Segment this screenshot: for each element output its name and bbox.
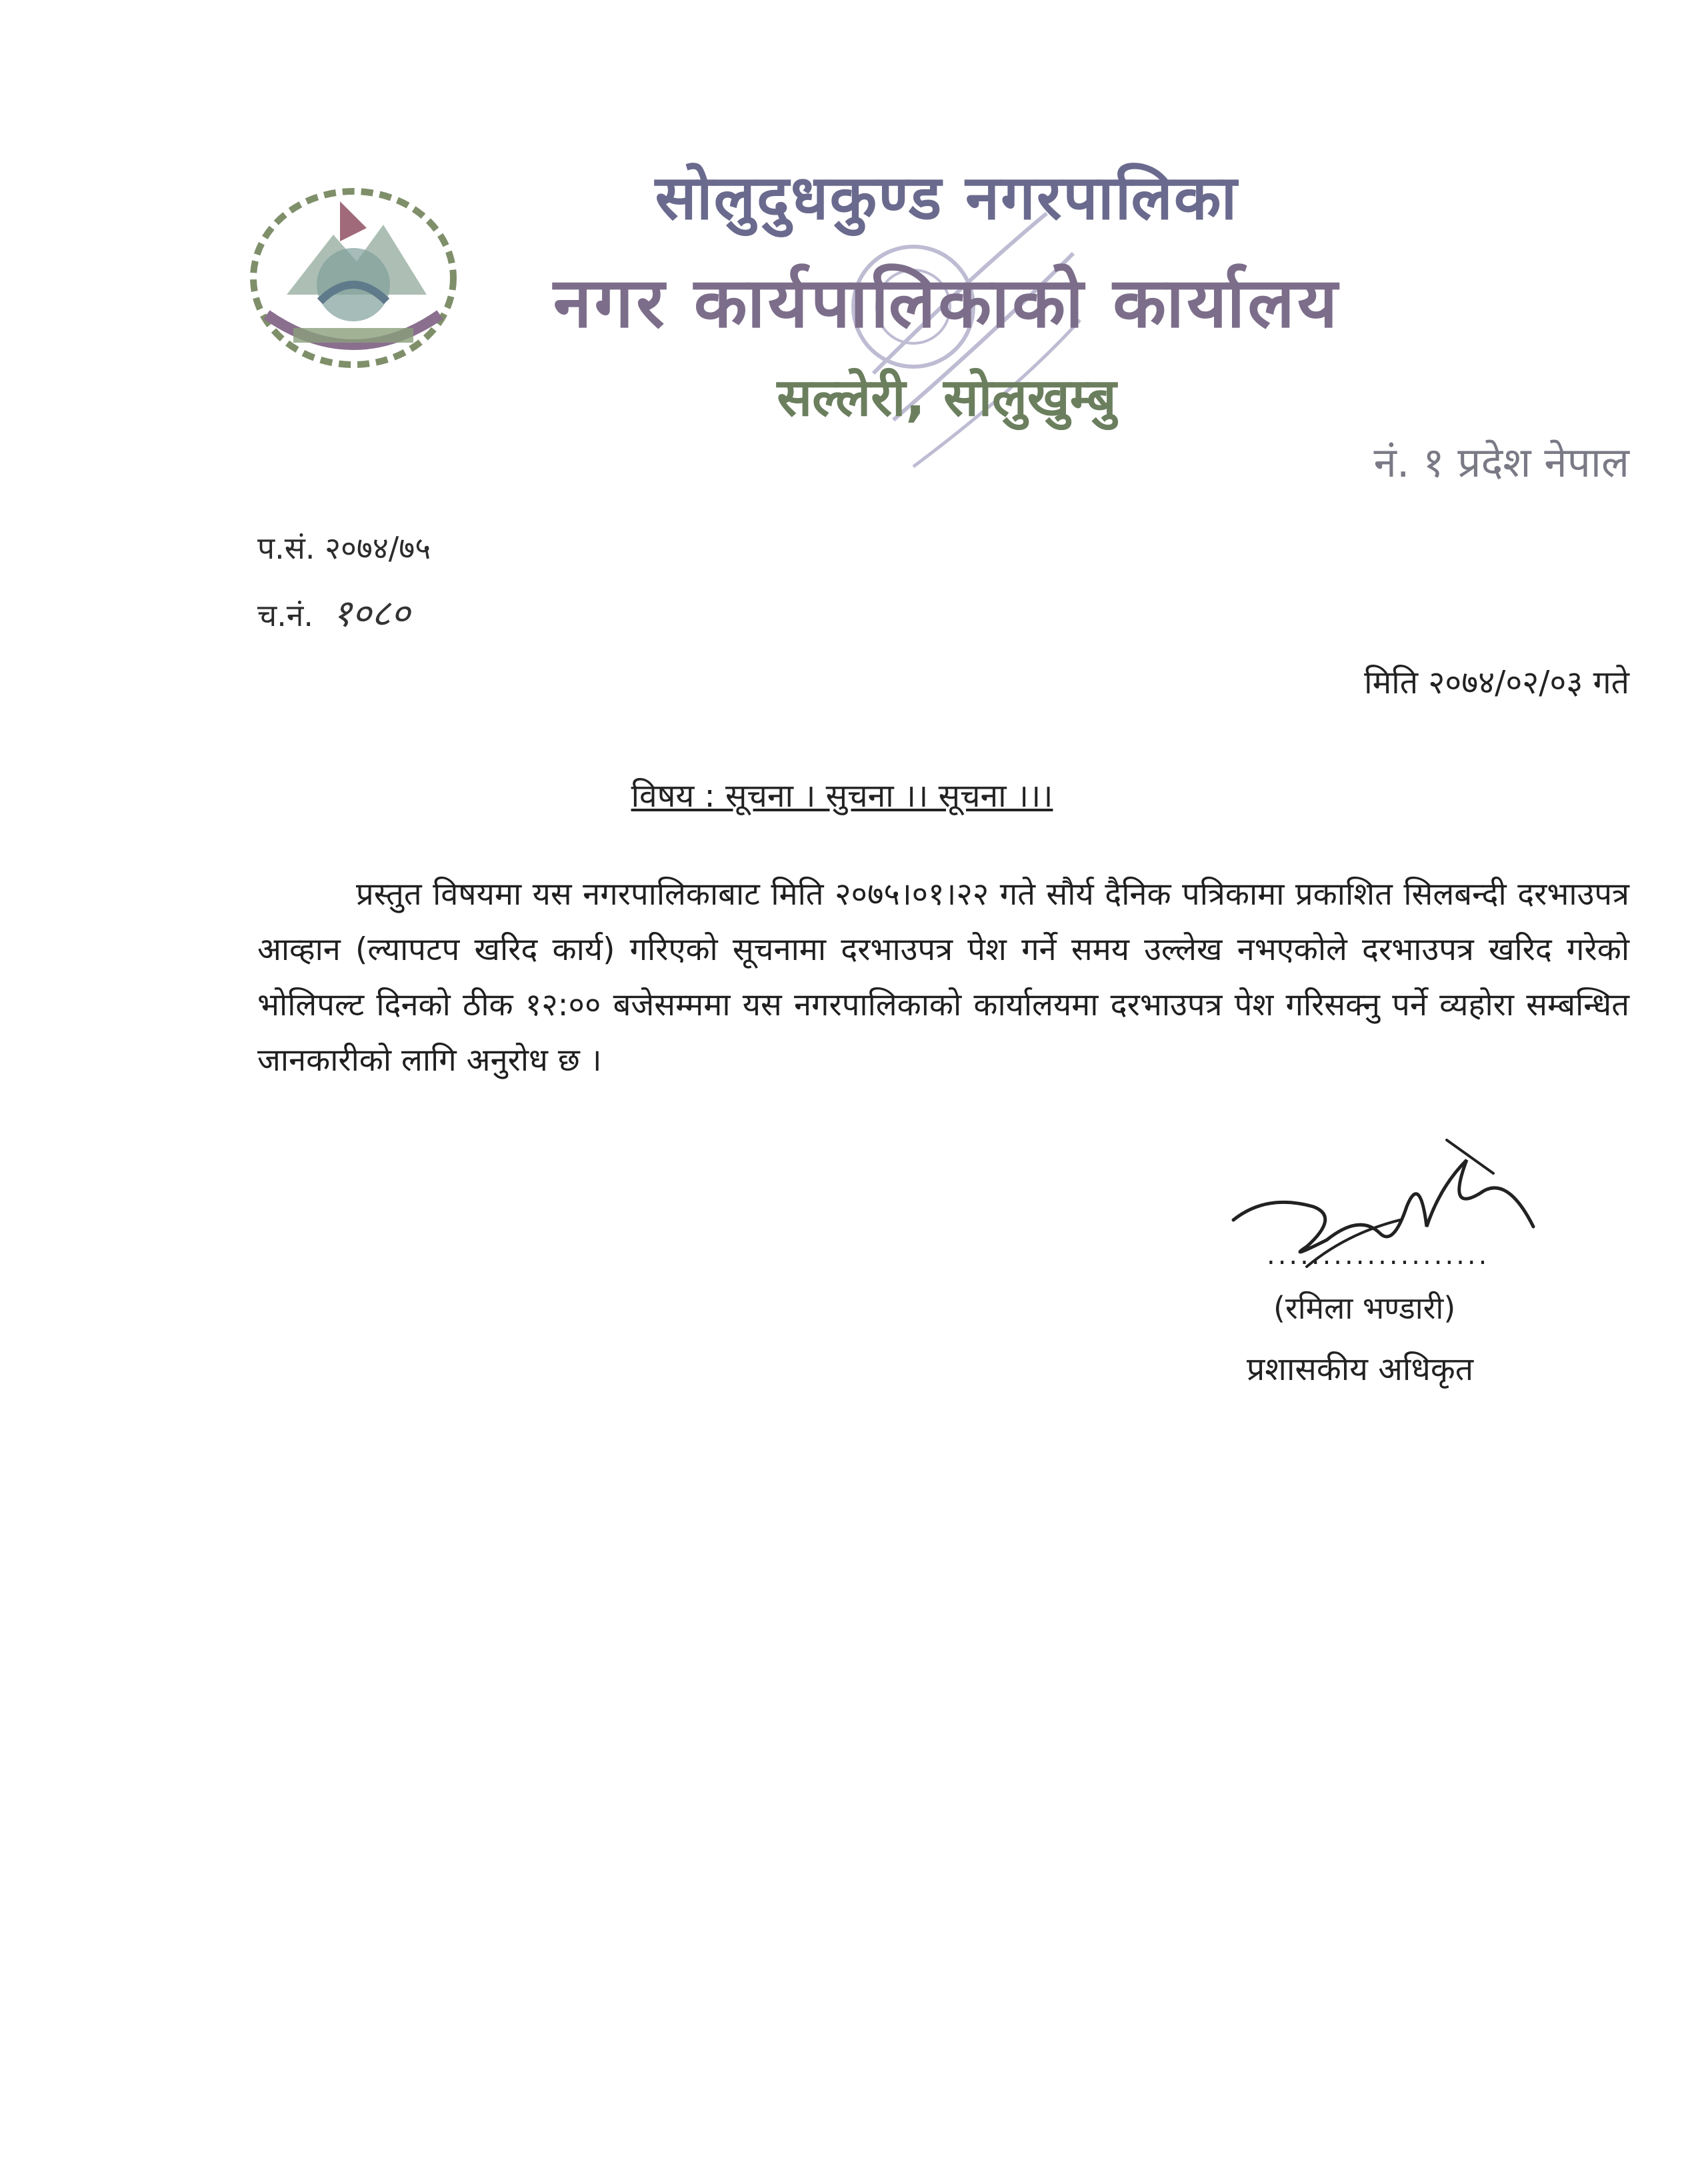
ref-cn-line: [257, 587, 410, 637]
body-paragraph: प्रस्तुत विषयमा यस नगरपालिकाबाट मिति २०७५।०१।२२ गते सौर्य दैनिक पत्रिकामा प्रकाशित सिलबन्दी दरभाउपत्र आव्हान (ल्यापटप खरिद कार्य) गरिएको सूचनामा दरभाउपत्र पेश गर्ने समय उल्लेख नभएकोले दरभाउपत्र खरिद गरेको भोलिपल्ट दिनको ठीक १२:०० बजेसम्ममा यस नगरपालिकाको कार्यालयमा दरभाउपत्र पेश गरिसक्नु पर्ने व्यहोरा सम्बन्धित जानकारीको लागि अनुरोध छ ।: [257, 876, 1629, 1079]
nepal-emblem-icon: [240, 175, 467, 375]
office-location: सल्लेरी, सोलुखुम्बु: [777, 368, 1117, 428]
signatory-title: प्रशासकीय अधिकृत: [1247, 1351, 1474, 1388]
signature-line: ....................: [1267, 1240, 1490, 1271]
office-name: नगर कार्यपालिकाको कार्यालय: [553, 262, 1341, 343]
ref-cn-value: १०८०: [332, 592, 411, 635]
ref-cn-label: च.नं.: [257, 597, 313, 633]
date-line: मिति २०७४/०२/०३ गते: [1364, 664, 1629, 701]
province-label: नं. १ प्रदेश नेपाल: [1373, 438, 1629, 487]
signatory-name: (रमिला भण्डारी): [1273, 1290, 1456, 1326]
ref-ps-value: २०७४/७५: [325, 530, 431, 566]
org-name: सोलुदुधकुण्ड नगरपालिका: [655, 162, 1239, 233]
ref-ps-line: [257, 527, 431, 568]
subject-line: विषय : सूचना । सुचना ।। सूचना ।।।: [631, 777, 1053, 815]
ref-ps-label: प.सं.: [257, 530, 315, 566]
